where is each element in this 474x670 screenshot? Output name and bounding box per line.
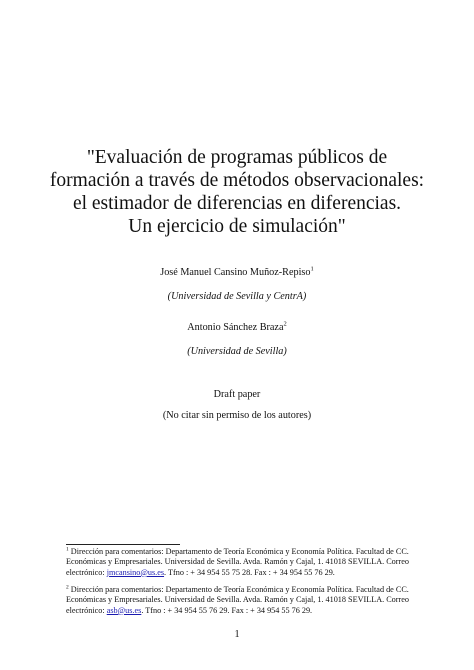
footnote-1 [66, 547, 412, 578]
author-2 [0, 321, 474, 334]
footnote-1-text-1: Dirección para comentarios: Departamento de Teoría Económica y Economía Política. Facultad de CC. [70, 547, 409, 556]
footnote-2-text-1: Dirección para comentarios: Departamento de Teoría Económica y Economía Política. Facultad de CC. [70, 585, 409, 594]
status-text: Draft paper [213, 389, 261, 400]
footnote-2-line-3 [66, 606, 412, 616]
footnote-1-mark: 1 [66, 546, 69, 553]
author-2-name: Antonio Sánchez Braza [187, 322, 284, 333]
footnote-1-line-1 [66, 547, 412, 557]
author-2-affiliation: (Universidad de Sevilla) [187, 346, 287, 357]
footnote-1-email-link[interactable]: jmcansino@us.es [106, 567, 165, 577]
footnote-2 [66, 585, 412, 616]
title-line-2: formación a través de métodos observacionales: [49, 170, 425, 191]
author-1-name: José Manuel Cansino Muñoz-Repiso [160, 267, 311, 278]
author-1 [0, 266, 474, 279]
author-1-affiliation: (Universidad de Sevilla y CentrA) [167, 291, 307, 302]
title-line-3: el estimador de diferencias en diferencias. [72, 193, 402, 214]
footnote-1-line-3 [66, 568, 412, 578]
footnote-2-email-link[interactable]: asb@us.es [106, 605, 142, 615]
citation-notice: (No citar sin permiso de los autores) [162, 410, 312, 421]
footnote-1-prefix: electrónico: [66, 567, 107, 577]
title-line-4: Un ejercicio de simulación" [128, 216, 346, 237]
paper-title [0, 146, 474, 238]
footnote-1-line-2: Económicas y Empresariales. Universidad de Sevilla. Avda. Ramón y Cajal, 1. 41018 SEVILLA. Correo [66, 557, 409, 567]
page-number: 1 [234, 629, 240, 640]
author-2-footnote-mark: 2 [283, 320, 287, 328]
footnote-2-mark: 2 [66, 584, 69, 591]
footnote-2-prefix: electrónico: [66, 605, 107, 615]
footnote-divider [66, 544, 180, 545]
title-line-1: "Evaluación de programas públicos de [86, 147, 388, 168]
footnote-1-contact: . Tfno : + 34 954 55 75 28. Fax : + 34 954 55 76 29. [164, 567, 335, 577]
footnote-2-line-2: Económicas y Empresariales. Universidad de Sevilla. Avda. Ramón y Cajal, 1. 41018 SEVILLA. Correo [66, 595, 409, 605]
footnote-2-contact: . Tfno : + 34 954 55 76 29. Fax : + 34 954 55 76 29. [141, 605, 313, 615]
author-1-footnote-mark: 1 [310, 265, 314, 273]
footnote-2-line-1 [66, 585, 412, 595]
